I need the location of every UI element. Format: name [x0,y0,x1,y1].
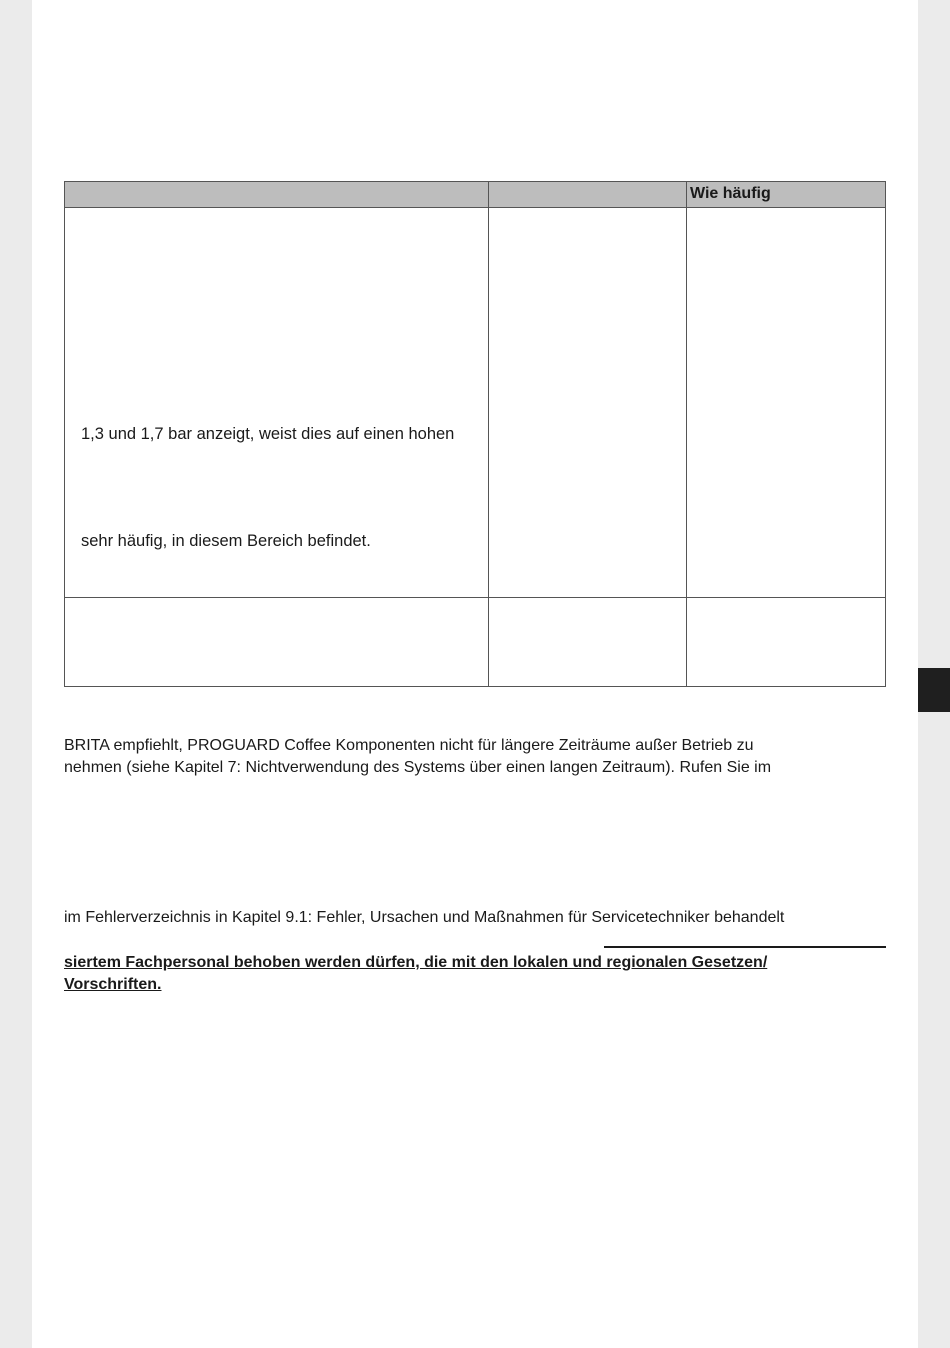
row-divider [65,597,885,598]
column-divider [488,182,489,686]
paragraph-error-reference: im Fehlerverzeichnis in Kapitel 9.1: Fehler, Ursachen und Maßnahmen für Servicetechniker behandelt [64,909,785,926]
table-cell-text: sehr häufig, in diesem Bereich befindet. [81,532,371,550]
table-header-row [65,182,885,208]
separator-rule [604,946,886,948]
header-frequency: Wie häufig [690,185,771,202]
warning-paragraph: siertem Fachpersonal behoben werden dürfen, die mit den lokalen und regionalen Gesetzen/ Vorschriften. [64,954,768,993]
paragraph-recommendation: BRITA empfiehlt, PROGUARD Coffee Komponenten nicht für längere Zeiträume außer Betrieb zu nehmen (siehe Kapitel 7: Nichtverwendung des Systems über einen langen Zeitraum). Rufen Sie im [64,737,772,776]
chapter-tab-marker [918,668,950,712]
column-divider [686,182,687,686]
maintenance-table [64,181,886,687]
table-cell-text: 1,3 und 1,7 bar anzeigt, weist dies auf einen hohen [81,425,455,443]
